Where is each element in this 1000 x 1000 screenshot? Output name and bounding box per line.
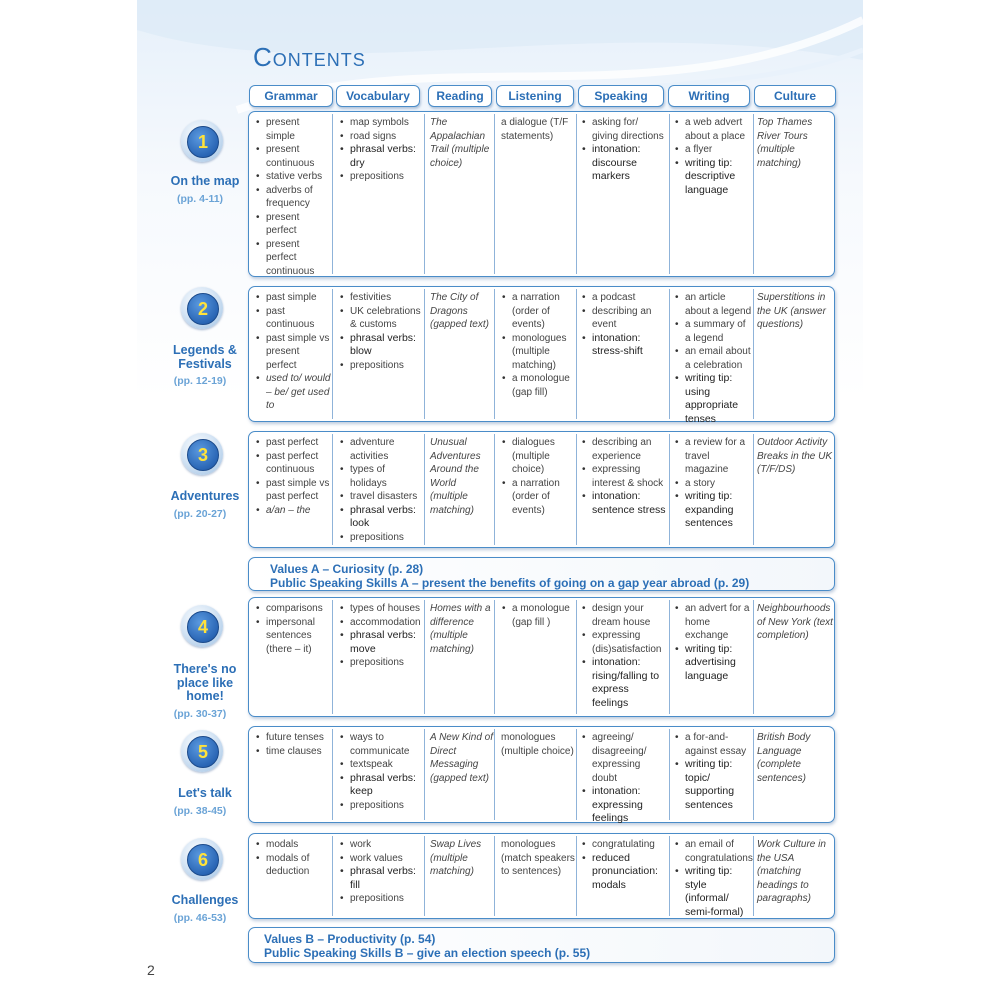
header-vocabulary: Vocabulary — [336, 85, 420, 107]
vocabulary-cell: • map symbols • road signs • phrasal verbs: dry • prepositions — [339, 116, 423, 184]
unit-row-1 — [248, 111, 835, 277]
speaking-cell: • a podcast • describing an event • intonation: stress-shift — [581, 291, 667, 359]
writing-cell: • an advert for a home exchange • writing tip: advertising language — [674, 602, 752, 683]
unit-name: Let's talk — [178, 786, 232, 800]
page-title: Contents — [253, 42, 366, 72]
speaking-cell: • describing an experience • expressing interest & shock • intonation: sentence stress — [581, 436, 667, 517]
listening-cell: • dialogues (multiple choice) • a narration (order of events) — [501, 436, 575, 517]
unit-pages: (pp. 4-11) — [176, 193, 224, 205]
culture-cell: Work Culture in the USA (matching headings to paragraphs) — [757, 839, 826, 904]
speaking-cell: • congratulating • reduced pronunciation: modals — [581, 838, 667, 892]
listening-cell: monologues (match speakers to sentences) — [501, 839, 575, 877]
grammar-cell: • past perfect • past perfect continuous • past simple vs past perfect • a/an – the — [255, 436, 331, 517]
culture-cell: Neighbourhoods of New York (text completion) — [757, 603, 833, 641]
listening-cell: • a narration (order of events) • monologues (multiple matching) • a monologue (gap fill) — [501, 291, 575, 399]
unit-name: Legends & Festivals — [173, 343, 237, 371]
writing-cell: • a review for a travel magazine • a story • writing tip: expanding sentences — [674, 436, 752, 531]
unit-name: Challenges — [171, 893, 239, 907]
unit-row-6 — [248, 833, 835, 919]
reading-cell: The Appalachian Trail (multiple choice) — [430, 117, 490, 169]
listening-cell: monologues (multiple choice) — [501, 732, 574, 757]
unit-row-3 — [248, 431, 835, 548]
vocabulary-cell: • types of houses • accommodation • phrasal verbs: move • prepositions — [339, 602, 423, 670]
unit-badge-3: 3 — [181, 433, 223, 475]
culture-cell: Outdoor Activity Breaks in the UK (T/F/DS) — [757, 437, 833, 475]
values-b-line1: Values B – Productivity (p. 54) — [264, 932, 436, 946]
unit-badge-6: 6 — [181, 838, 223, 880]
grammar-cell: • comparisons • impersonal sentences (there – it) — [255, 602, 331, 656]
vocabulary-cell: • ways to communicate • textspeak • phrasal verbs: keep • prepositions — [339, 731, 423, 812]
reading-cell: The City of Dragons (gapped text) — [430, 292, 489, 330]
values-a-box — [248, 557, 835, 591]
reading-cell: Unusual Adventures Around the World (multiple matching) — [430, 437, 481, 516]
unit-badge-4: 4 — [181, 605, 223, 647]
culture-cell: Top Thames River Tours (multiple matching) — [757, 117, 813, 169]
unit-row-5 — [248, 726, 835, 823]
values-a-line1: Values A – Curiosity (p. 28) — [270, 562, 424, 576]
unit-badge-1: 1 — [181, 120, 223, 162]
vocabulary-cell: • adventure activities • types of holidays • travel disasters • phrasal verbs: look • prepositions — [339, 436, 423, 544]
speaking-cell: • agreeing/ disagreeing/ expressing doubt • intonation: expressing feelings — [581, 731, 667, 826]
values-b-box — [248, 927, 835, 963]
unit-name: There's no place like home! — [173, 662, 237, 703]
speaking-cell: • asking for/ giving directions • intonation: discourse markers — [581, 116, 667, 184]
values-a-line2: Public Speaking Skills A – present the benefits of going on a gap year abroad (p. 29) — [270, 576, 750, 590]
reading-cell: Homes with a difference (multiple matching) — [430, 603, 491, 655]
unit-name: On the map — [170, 174, 240, 188]
writing-cell: • a for-and-against essay • writing tip: topic/ supporting sentences — [674, 731, 752, 812]
unit-row-2 — [248, 286, 835, 425]
header-speaking: Speaking — [578, 85, 664, 107]
unit-pages: (pp. 20-27) — [173, 508, 227, 520]
grammar-cell: • modals • modals of deduction — [255, 838, 331, 879]
listening-cell: • a monologue (gap fill ) — [501, 602, 575, 629]
vocabulary-cell: • work • work values • phrasal verbs: fill • prepositions — [339, 838, 423, 906]
unit-badge-5: 5 — [181, 730, 223, 772]
grammar-cell: • past simple • past continuous • past simple vs present perfect • used to/ would – be/ get used to — [255, 291, 331, 413]
grammar-cell: • future tenses • time clauses — [255, 731, 331, 758]
writing-cell: • a web advert about a place • a flyer • writing tip: descriptive language — [674, 116, 752, 197]
unit-pages: (pp. 38-45) — [173, 805, 227, 817]
culture-cell: Superstitions in the UK (answer questions) — [757, 292, 826, 330]
header-listening: Listening — [496, 85, 574, 107]
unit-row-4 — [248, 597, 835, 717]
grammar-cell: • present simple • present continuous • stative verbs • adverbs of frequency • present perfect • present perfect continuous — [255, 116, 331, 278]
writing-cell: • an email of congratulations • writing tip: style (informal/ semi-formal) — [674, 838, 752, 919]
speaking-cell: • design your dream house • expressing (dis)satisfaction • intonation: rising/falling to express feelings — [581, 602, 667, 710]
writing-cell: • an article about a legend • a summary of a legend • an email about a celebration • writing tip: using appropriate tenses — [674, 291, 752, 426]
header-grammar: Grammar — [249, 85, 333, 107]
culture-cell: British Body Language (complete sentences) — [757, 732, 811, 784]
header-reading: Reading — [428, 85, 492, 107]
reading-cell: A New Kind of Direct Messaging (gapped text) — [430, 732, 493, 784]
values-b-line2: Public Speaking Skills B – give an election speech (p. 55) — [264, 946, 591, 960]
page-number: 2 — [147, 962, 155, 978]
unit-pages: (pp. 30-37) — [173, 708, 227, 720]
unit-name: Adventures — [170, 489, 240, 503]
unit-pages: (pp. 12-19) — [173, 375, 227, 387]
unit-pages: (pp. 46-53) — [173, 912, 227, 924]
vocabulary-cell: • festivities • UK celebrations & customs • phrasal verbs: blow • prepositions — [339, 291, 423, 372]
unit-badge-2: 2 — [181, 287, 223, 329]
header-culture: Culture — [754, 85, 836, 107]
listening-cell: a dialogue (T/F statements) — [501, 117, 569, 142]
header-writing: Writing — [668, 85, 750, 107]
reading-cell: Swap Lives (multiple matching) — [430, 839, 482, 877]
